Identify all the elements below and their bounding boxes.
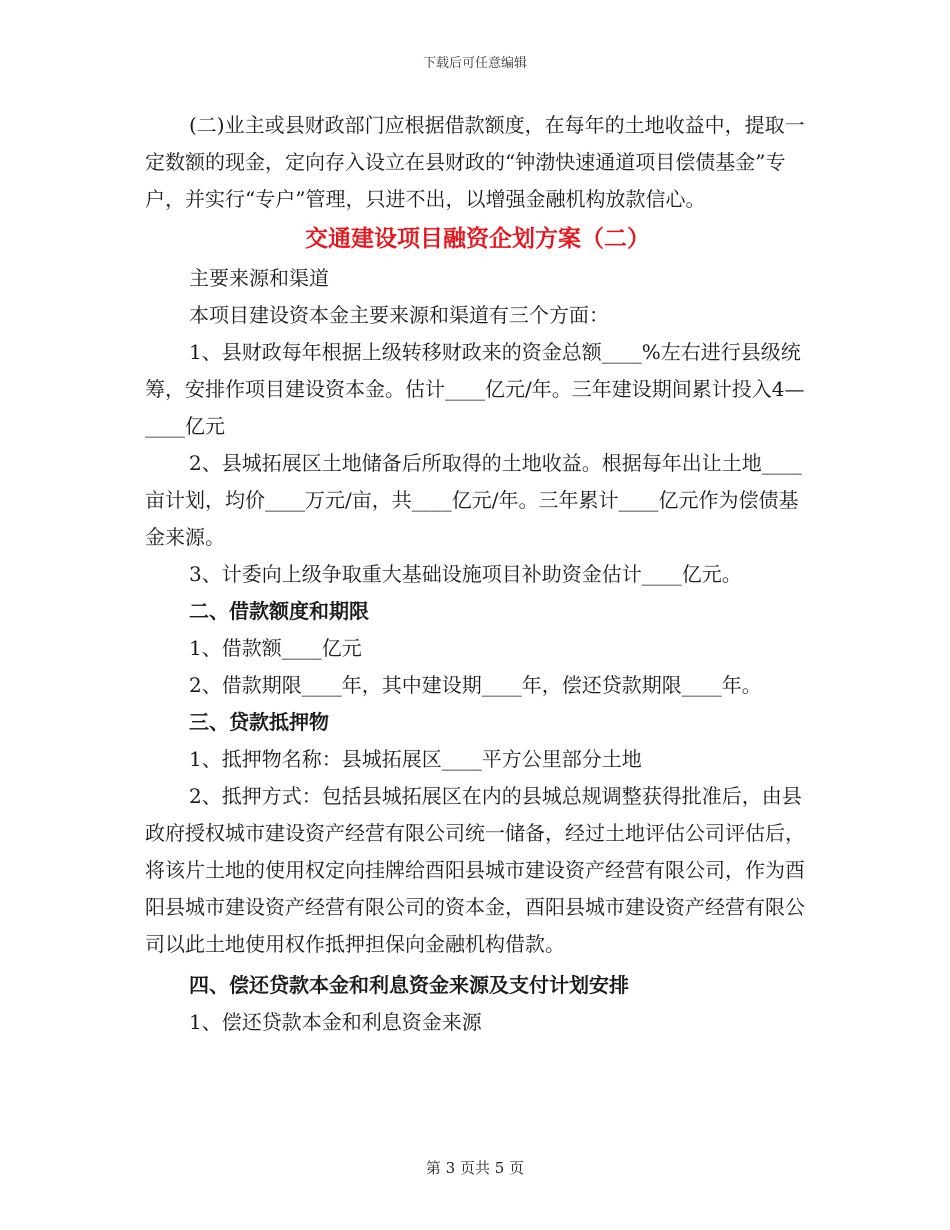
- document-body: [145, 107, 810, 1041]
- paragraph-loan-amount: 1、借款额____亿元: [189, 636, 362, 660]
- paragraph-guarantee-fund: (二)业主或县财政部门应根据借款额度，在每年的土地收益中，提取一定数额的现金，定向存入设立在县财政的“钟渤快速通道项目偿债基金”专户，并实行“专户”管理，只进不出，以增强金融机构放款信心。: [145, 113, 805, 211]
- page-header: 下载后可任意编辑: [422, 56, 527, 71]
- paragraph-sources-intro: 本项目建设资本金主要来源和渠道有三个方面：: [189, 303, 609, 327]
- paragraph-source-3: 3、计委向上级争取重大基础设施项目补助资金估计____亿元。: [189, 562, 742, 586]
- paragraph-repayment-source: 1、偿还贷款本金和利息资金来源: [189, 1010, 482, 1034]
- heading-repayment: 四、偿还贷款本金和利息资金来源及支付计划安排: [189, 973, 629, 997]
- paragraph-source-1: 1、县财政每年根据上级转移财政来的资金总额____%左右进行县级统筹，安排作项目建设资本金。估计____亿元/年。三年建设期间累计投入4—____亿元: [145, 340, 805, 438]
- paragraph-source-2: 2、县城拓展区土地储备后所取得的土地收益。根据每年出让土地____亩计划，均价____万元/亩，共____亿元/年。三年累计____亿元作为偿债基金来源。: [145, 451, 802, 549]
- subheading-sources: 主要来源和渠道: [189, 266, 329, 290]
- section-title: 交通建设项目融资企划方案（二）: [305, 225, 650, 252]
- paragraph-collateral-method: 2、抵押方式：包括县城拓展区在内的县城总规调整获得批准后，由县政府授权城市建设资产经营有限公司统一储备，经过土地评估公司评估后，将该片土地的使用权定向挂牌给酉阳县城市建设资产经营有限公司，作为酉阳县城市建设资产经营有限公司的资本金，酉阳县城市建设资产经营有限公司以此土地使用权作抵押担保向金融机构借款。: [145, 784, 805, 956]
- paragraph-collateral-name: 1、抵押物名称：县城拓展区____平方公里部分土地: [189, 747, 642, 771]
- heading-loan-amount-term: 二、借款额度和期限: [189, 599, 369, 623]
- paragraph-loan-term: 2、借款期限____年，其中建设期____年，偿还贷款期限____年。: [189, 673, 762, 697]
- heading-collateral: 三、贷款抵押物: [189, 710, 329, 734]
- page-footer: 第 3 页共 5 页: [425, 1159, 525, 1177]
